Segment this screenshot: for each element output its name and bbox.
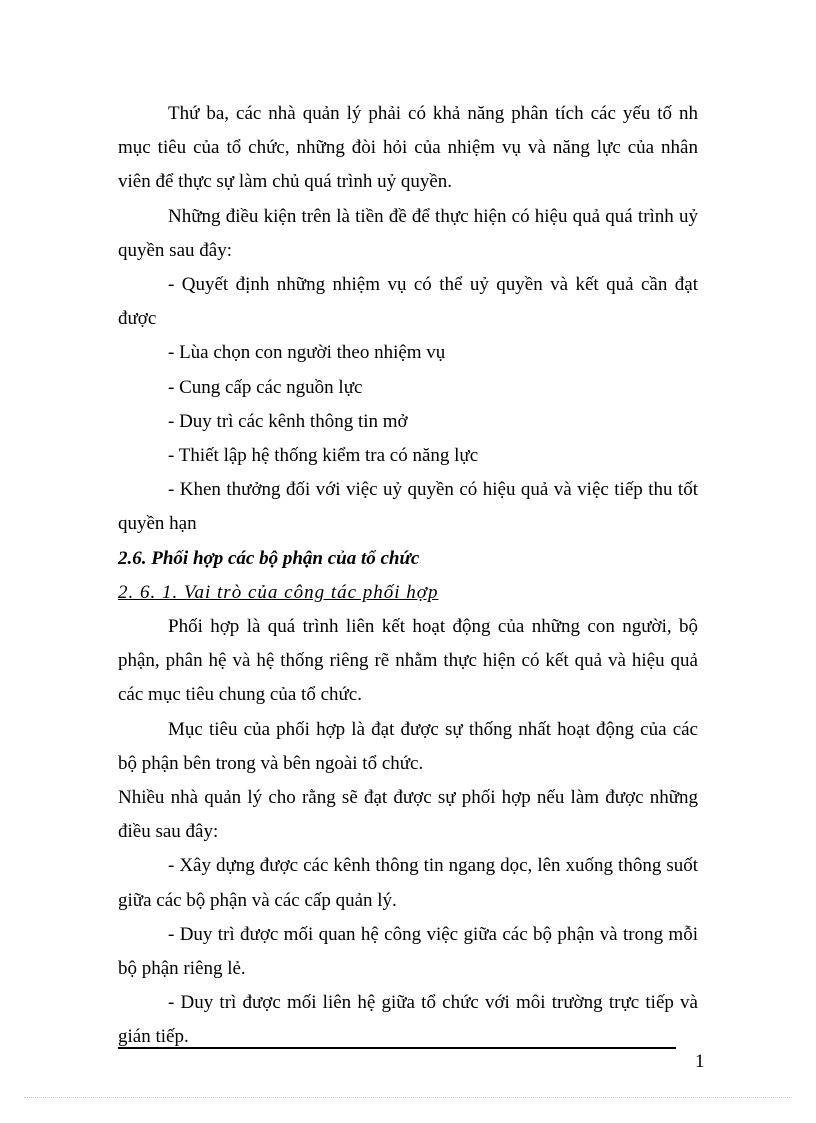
list-item-define-tasks: - Quyết định những nhiệm vụ có thể uỷ quyền và kết quả cần đạt được xyxy=(118,274,698,330)
list-item-reward: - Khen thưởng đối với việc uỷ quyền có hiệu quả và việc tiếp thu tốt quyền hạn xyxy=(118,479,698,535)
page-number: 1 xyxy=(695,1051,705,1072)
list-item-work-relations: - Duy trì được mối quan hệ công việc giữa các bộ phận và trong mỗi bộ phận riêng lẻ. xyxy=(118,923,698,980)
paragraph-managers-view: Nhiều nhà quản lý cho rằng sẽ đạt được sự phối hợp nếu làm được những điều sau đây: xyxy=(118,787,698,843)
list-item-info-channels: - Xây dựng được các kênh thông tin ngang dọc, lên xuống thông suốt giữa các bộ phận và các cấp quản lý. xyxy=(118,855,698,911)
paragraph-coordination-definition: Phối hợp là quá trình liên kết hoạt động của những con người, bộ phận, phân hệ và hệ thống riêng rẽ nhằm thực hiện có kết quả và hiệu quả các mục tiêu chung của tổ chức. xyxy=(118,616,698,706)
list-item-control-system: - Thiết lập hệ thống kiểm tra có năng lực xyxy=(168,445,479,467)
page-body xyxy=(118,97,698,1055)
list-item-provide-resources: - Cung cấp các nguồn lực xyxy=(168,376,363,398)
paragraph-third-point: Thứ ba, các nhà quản lý phải có khả năng phân tích các yếu tố nh mục tiêu của tổ chức, những đòi hỏi của nhiệm vụ và năng lực của nhân viên để thực sự làm chủ quá trình uỷ quyền. xyxy=(118,103,698,193)
paragraph-coordination-goal: Mục tiêu của phối hợp là đạt được sự thống nhất hoạt động của các bộ phận bên trong và bên ngoài tổ chức. xyxy=(118,718,698,774)
paragraph-conditions: Những điều kiện trên là tiền đề để thực hiện có hiệu quả quá trình uỷ quyền sau đây: xyxy=(118,205,698,261)
list-item-open-channels: - Duy trì các kênh thông tin mở xyxy=(168,410,408,432)
list-item-select-people: - Lùa chọn con người theo nhiệm vụ xyxy=(168,342,446,364)
page-bottom-edge xyxy=(24,1097,792,1098)
footer-divider xyxy=(118,1047,676,1049)
section-heading: 2.6. Phối hợp các bộ phận của tổ chức xyxy=(118,547,420,569)
list-item-environment-relations: - Duy trì được mối liên hệ giữa tổ chức với môi trường trực tiếp và gián tiếp. xyxy=(118,992,698,1048)
subsection-heading: 2. 6. 1. Vai trò của công tác phối hợp xyxy=(118,581,439,603)
